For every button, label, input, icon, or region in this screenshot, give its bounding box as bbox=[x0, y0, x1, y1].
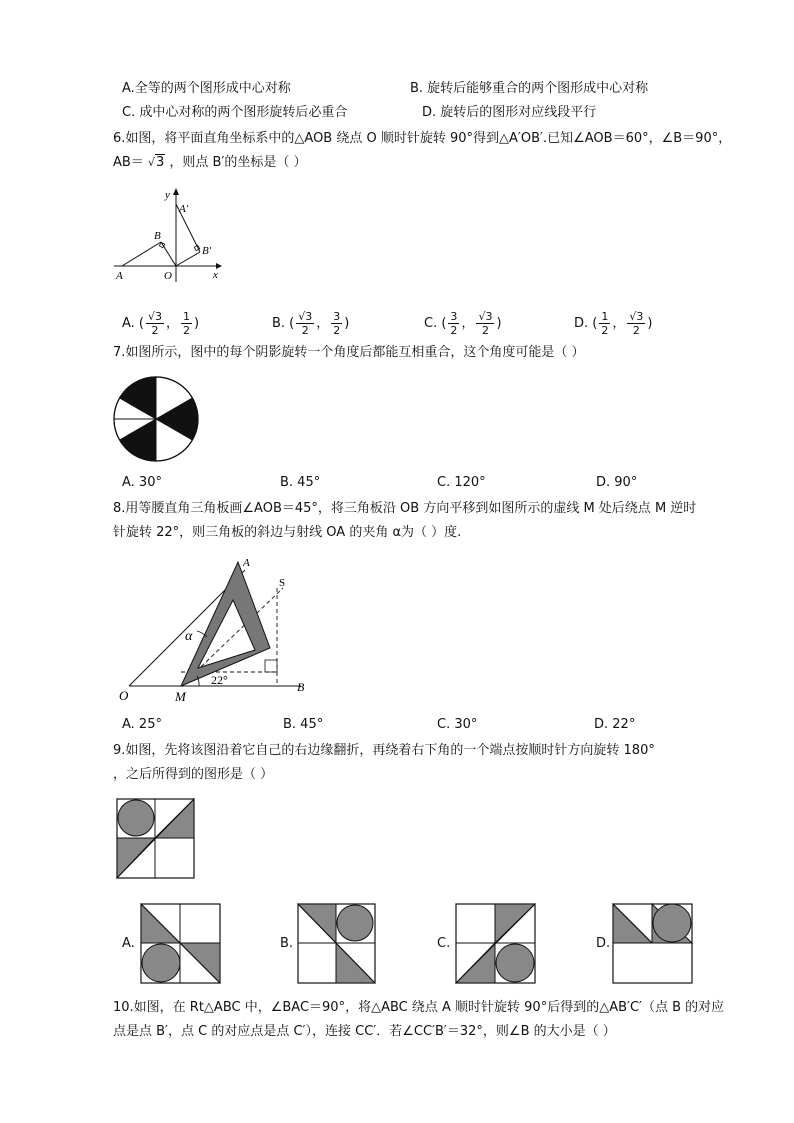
label-x: x bbox=[213, 269, 218, 281]
q9-option-c-label: C. bbox=[437, 936, 451, 951]
q6-option-c: C. ( $\frac{3}{2}$ ， $\frac{√3}{2}$ ) bbox=[424, 310, 502, 337]
label-b: B bbox=[154, 230, 161, 242]
q8-option-d: D. 22° bbox=[594, 717, 636, 732]
q5-option-b: B. 旋转后能够重合的两个图形成中心对称 bbox=[410, 81, 649, 96]
q5-option-c: C. 成中心对称的两个图形旋转后必重合 bbox=[122, 105, 348, 120]
label-m: M bbox=[175, 689, 186, 704]
label-o: O bbox=[119, 688, 129, 703]
q7-stem: 7.如图所示，图中的每个阴影旋转一个角度后都能互相重合，这个角度可能是（ ） bbox=[113, 345, 585, 360]
label-y: y bbox=[165, 189, 170, 201]
q9-option-b-label: B. bbox=[280, 936, 294, 951]
q9-option-d-label: D. bbox=[596, 936, 611, 951]
q8-option-a: A. 25° bbox=[122, 717, 162, 732]
label-b: B bbox=[297, 680, 305, 694]
label-a: A bbox=[243, 557, 250, 569]
q6-option-b: B. ( $\frac{√3}{2}$ ， $\frac{3}{2}$ ) bbox=[272, 310, 350, 337]
q7-option-a: A. 30° bbox=[122, 475, 162, 490]
q8-triangle-figure bbox=[115, 552, 315, 704]
q9-stem-line1: 9.如图，先将该图沿着它自己的右边缘翻折，再绕着右下角的一个端点按顺时针方向旋转 180° bbox=[113, 743, 655, 758]
q8-option-b: B. 45° bbox=[283, 717, 324, 732]
label-b-prime: B′ bbox=[202, 245, 212, 257]
q9-original-figure bbox=[116, 798, 196, 880]
q9-option-d-figure bbox=[612, 903, 694, 985]
q6-option-d: D. ( $\frac{1}{2}$ ， $\frac{√3}{2}$ ) bbox=[574, 310, 653, 337]
q5-option-d: D. 旋转后的图形对应线段平行 bbox=[422, 105, 597, 120]
q9-option-a-label: A. bbox=[122, 936, 135, 951]
q7-circle-figure bbox=[112, 375, 200, 463]
label-o: O bbox=[164, 270, 172, 282]
sqrt-symbol: √3 bbox=[147, 155, 165, 170]
q8-stem-line2: 针旋转 22°，则三角板的斜边与射线 OA 的夹角 α为（ ）度. bbox=[113, 525, 462, 540]
q6-option-a: A. ( $\frac{√3}{2}$ ， $\frac{1}{2}$ ) bbox=[122, 310, 200, 337]
q7-option-d: D. 90° bbox=[596, 475, 638, 490]
label-s: S bbox=[279, 577, 286, 589]
q10-stem-line2: 点是点 B′，点 C 的对应点是点 C′），连接 CC′．若∠CC′B′＝32°，则∠B 的大小是（ ） bbox=[113, 1024, 616, 1039]
q6-stem-line2: AB＝ √3 ，则点 B′的坐标是（ ） bbox=[113, 155, 307, 170]
q9-option-b-figure bbox=[297, 903, 377, 985]
q10-stem-line1: 10.如图，在 Rt△ABC 中，∠BAC＝90°，将△ABC 绕点 A 顺时针旋转 90°后得到的△AB′C′（点 B 的对应 bbox=[113, 1000, 725, 1015]
label-a-prime: A′ bbox=[179, 203, 189, 215]
label-alpha: α bbox=[185, 629, 193, 644]
q6-stem-line1: 6.如图，将平面直角坐标系中的△AOB 绕点 O 顺时针旋转 90°得到△A′OB′.已知∠AOB＝60°，∠B＝90°， bbox=[113, 131, 732, 146]
q8-stem-line1: 8.用等腰直角三角板画∠AOB＝45°，将三角板沿 OB 方向平移到如图所示的虚线 M 处后绕点 M 逆时 bbox=[113, 501, 697, 516]
label-a: A bbox=[116, 270, 123, 282]
q8-option-c: C. 30° bbox=[437, 717, 478, 732]
q9-option-c-figure bbox=[455, 903, 537, 985]
q9-stem-line2: ，之后所得到的图形是（ ） bbox=[113, 767, 274, 782]
q5-option-a: A.全等的两个图形成中心对称 bbox=[122, 81, 291, 96]
q6-coordinate-figure bbox=[112, 182, 224, 282]
q7-option-c: C. 120° bbox=[437, 475, 486, 490]
q7-option-b: B. 45° bbox=[280, 475, 321, 490]
label-angle: 22° bbox=[211, 673, 228, 687]
q9-option-a-figure bbox=[140, 903, 222, 985]
